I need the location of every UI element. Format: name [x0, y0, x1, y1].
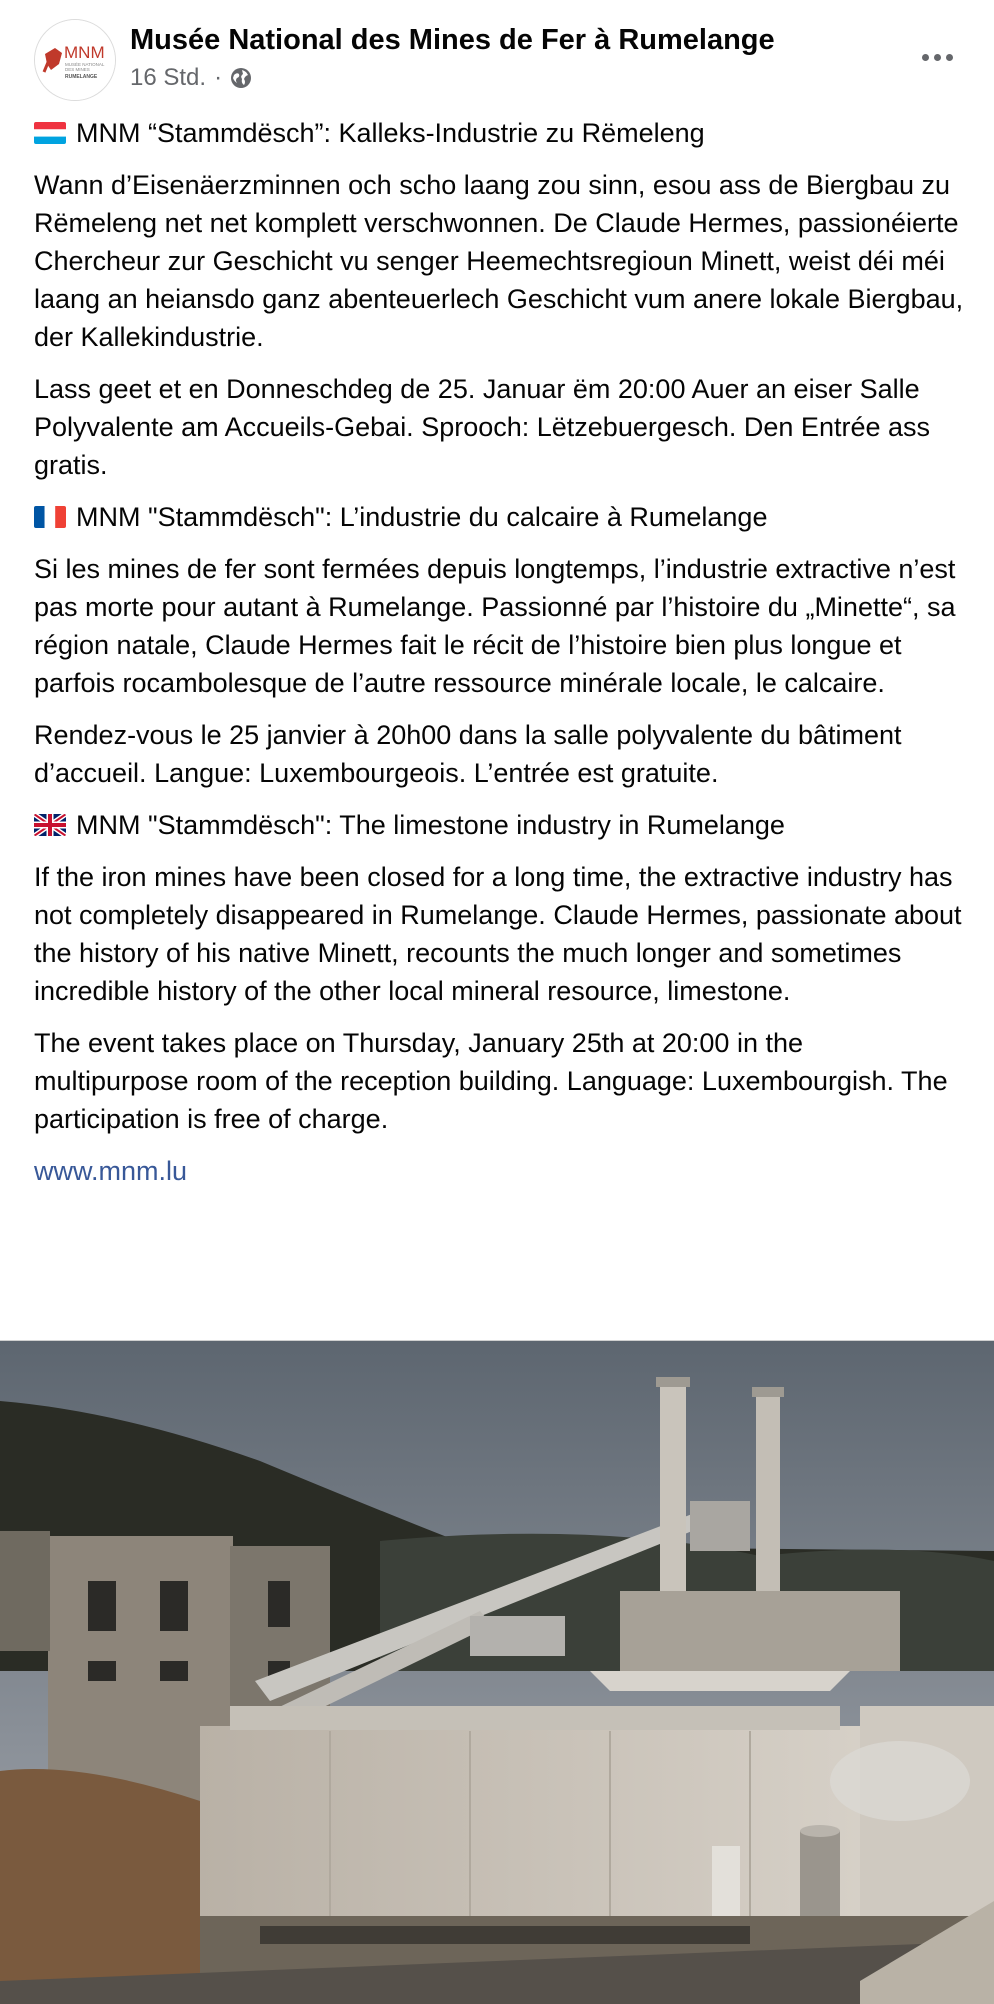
logo-line2: DES MINES	[65, 67, 90, 72]
limestone-plant-illustration	[0, 1341, 994, 2004]
logo-line3: RUMELANGE	[65, 74, 98, 80]
main-hall	[200, 1726, 860, 1921]
page-avatar[interactable]	[34, 19, 116, 101]
meta-separator: ·	[214, 64, 223, 91]
more-dot	[922, 54, 929, 61]
flag-france-icon	[34, 506, 66, 528]
post-header	[0, 0, 994, 112]
page-name-link[interactable]: Musée National des Mines de Fer à Rumelange	[130, 24, 775, 56]
more-dot	[934, 54, 941, 61]
paragraph-fr-2: Rendez-vous le 25 janvier à 20h00 dans la salle polyvalente du bâtiment d’accueil. Langue: Luxembourgeois. L’entrée est gratuite.	[34, 720, 902, 788]
paragraph-fr-1: Si les mines de fer sont fermées depuis longtemps, l’industrie extractive n’est pas morte pour autant à Rumelange. Passionné par l’histoire du „Minette“, sa région natale, Claude Hermes fait le récit de l’histoire bien plus longue et parfois rocambolesque de l’autre ressource minérale locale, le calcaire.	[34, 554, 956, 698]
kiln-platform	[590, 1671, 850, 1691]
flag-luxembourg-icon	[34, 122, 66, 144]
paragraph-en-2: The event takes place on Thursday, January 25th at 20:00 in the multipurpose room of the reception building. Language: Luxembourgish. The participation is free of charge.	[34, 1028, 948, 1134]
heading-text-fr: MNM "Stammdësch": L’industrie du calcaire à Rumelange	[76, 502, 768, 532]
section-heading-fr	[34, 498, 964, 536]
section-heading-en	[34, 806, 964, 844]
heading-text-lu: MNM “Stammdësch”: Kalleks-Industrie zu Rëmeleng	[76, 118, 705, 148]
post-photo[interactable]	[0, 1340, 994, 2004]
post-text	[34, 114, 964, 1204]
logo-letters: MNM	[64, 43, 105, 62]
flag-uk-icon	[34, 814, 66, 836]
earth-slope	[0, 1769, 200, 2004]
globe-icon	[230, 67, 252, 89]
museum-logo-icon	[35, 20, 115, 100]
more-options-button[interactable]	[910, 40, 964, 74]
post-timestamp[interactable]: 16 Std.	[130, 64, 207, 91]
post-meta	[130, 64, 252, 92]
paragraph-en-1: If the iron mines have been closed for a long time, the extractive industry has not completely disappeared in Rumelange. Claude Hermes, passionate about the history of his native Minett, recounts the much longer and sometimes incredible history of the other local mineral resource, limestone.	[34, 862, 962, 1006]
heading-text-en: MNM "Stammdësch": The limestone industry in Rumelange	[76, 810, 785, 840]
paragraph-lu-2: Lass geet et en Donneschdeg de 25. Januar ëm 20:00 Auer an eiser Salle Polyvalente am Accueils-Gebai. Sprooch: Lëtzebuergesch. Den Entrée ass gratis.	[34, 374, 930, 480]
smoke	[830, 1741, 970, 1821]
website-link[interactable]: www.mnm.lu	[34, 1156, 188, 1186]
section-heading-lu	[34, 114, 964, 152]
logo-line1: MUSÉE NATIONAL	[65, 62, 105, 67]
paragraph-lu-1: Wann d’Eisenäerzminnen och scho laang zou sinn, esou ass de Biergbau zu Rëmeleng net net komplett verschwonnen. De Claude Hermes, passionéierte Chercheur zur Geschicht vu senger Heemechtsregioun Minett, weist déi méi laang an heiansdo ganz abenteuerlech Geschicht vum anere lokale Biergbau, der Kallekindustrie.	[34, 170, 964, 352]
more-dot	[946, 54, 953, 61]
